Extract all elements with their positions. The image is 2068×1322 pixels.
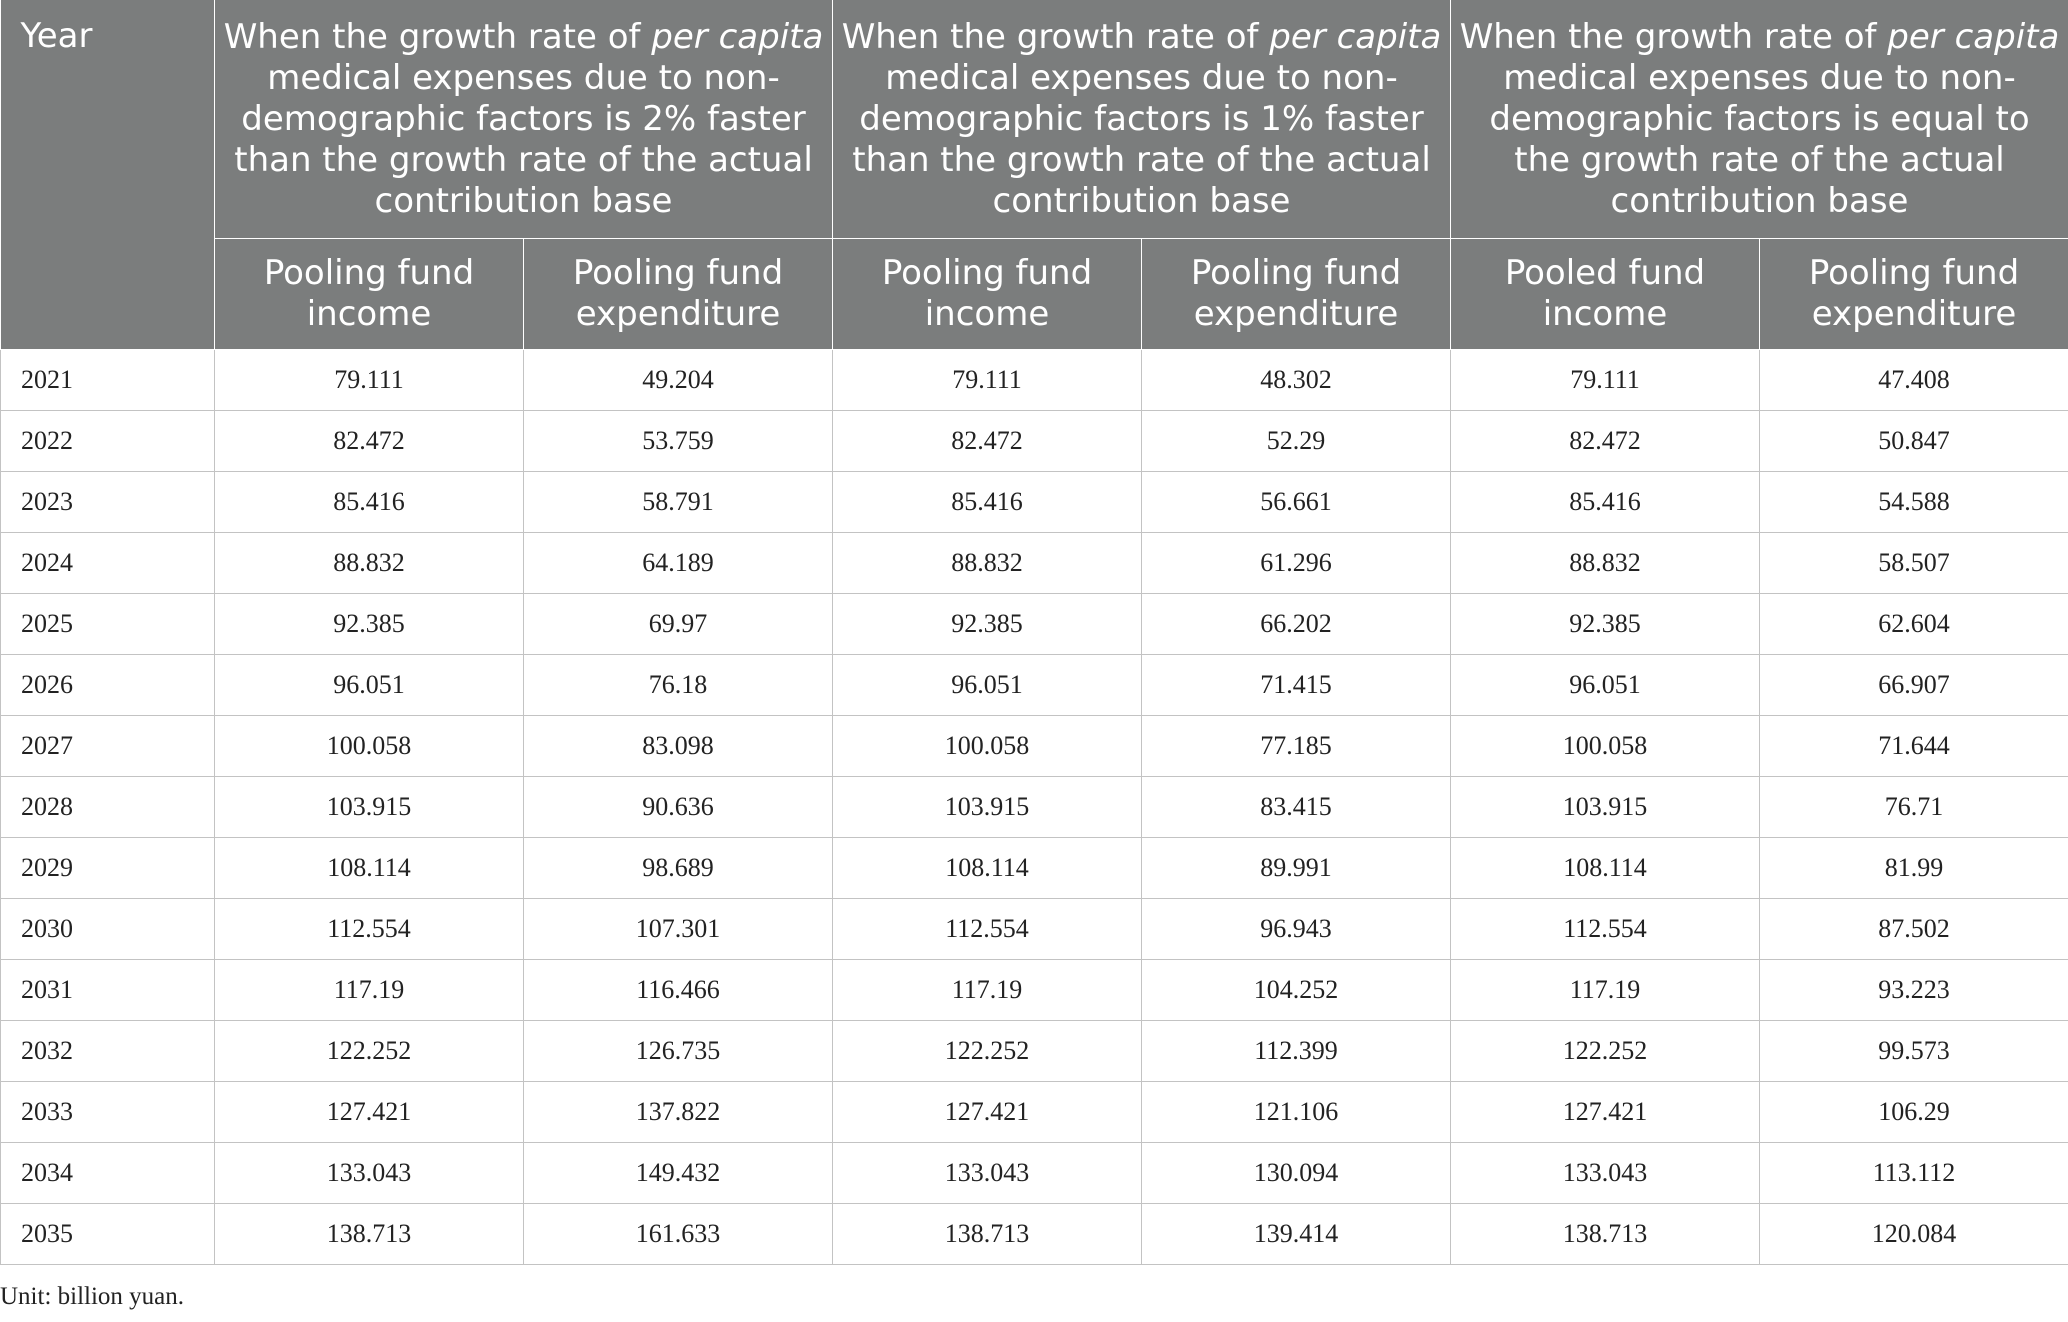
value-cell: 112.554 [215, 899, 524, 960]
value-cell: 108.114 [1451, 838, 1760, 899]
value-cell: 58.791 [524, 472, 833, 533]
value-cell: 92.385 [1451, 594, 1760, 655]
value-cell: 76.71 [1760, 777, 2068, 838]
value-cell: 66.907 [1760, 655, 2068, 716]
value-cell: 58.507 [1760, 533, 2068, 594]
value-cell: 82.472 [215, 411, 524, 472]
value-cell: 64.189 [524, 533, 833, 594]
group-header-equal [1451, 0, 2068, 239]
value-cell: 103.915 [1451, 777, 1760, 838]
value-cell: 161.633 [524, 1204, 833, 1265]
table-footnote: Unit: billion yuan. [0, 1283, 185, 1310]
year-cell: 2035 [1, 1204, 215, 1265]
value-cell: 71.415 [1142, 655, 1451, 716]
group-header-2pct [215, 0, 833, 239]
value-cell: 127.421 [215, 1082, 524, 1143]
subheader-expenditure-equal: Pooling fund expenditure [1760, 239, 2068, 350]
value-cell: 88.832 [215, 533, 524, 594]
value-cell: 88.832 [833, 533, 1142, 594]
year-cell: 2029 [1, 838, 215, 899]
value-cell: 50.847 [1760, 411, 2068, 472]
value-cell: 138.713 [215, 1204, 524, 1265]
table-row [1, 594, 2068, 655]
value-cell: 130.094 [1142, 1143, 1451, 1204]
table-row [1, 838, 2068, 899]
value-cell: 103.915 [215, 777, 524, 838]
value-cell: 85.416 [1451, 472, 1760, 533]
value-cell: 122.252 [833, 1021, 1142, 1082]
value-cell: 88.832 [1451, 533, 1760, 594]
value-cell: 83.415 [1142, 777, 1451, 838]
value-cell: 96.051 [833, 655, 1142, 716]
year-cell: 2032 [1, 1021, 215, 1082]
table-row [1, 777, 2068, 838]
year-cell: 2034 [1, 1143, 215, 1204]
value-cell: 71.644 [1760, 716, 2068, 777]
table-row [1, 411, 2068, 472]
group-header-equal-text-a: When the growth rate of [1459, 16, 1888, 57]
value-cell: 127.421 [833, 1082, 1142, 1143]
value-cell: 138.713 [833, 1204, 1142, 1265]
subheader-income-equal: Pooled fund income [1451, 239, 1760, 350]
value-cell: 122.252 [215, 1021, 524, 1082]
value-cell: 127.421 [1451, 1082, 1760, 1143]
group-header-1pct-italic: per capita [1269, 16, 1442, 57]
value-cell: 116.466 [524, 960, 833, 1021]
subheader-expenditure-2pct: Pooling fund expenditure [524, 239, 833, 350]
year-column-header: Year [1, 0, 215, 350]
table-row [1, 716, 2068, 777]
year-cell: 2030 [1, 899, 215, 960]
table-row [1, 1082, 2068, 1143]
year-cell: 2025 [1, 594, 215, 655]
value-cell: 79.111 [215, 350, 524, 411]
value-cell: 93.223 [1760, 960, 2068, 1021]
subheader-expenditure-1pct: Pooling fund expenditure [1142, 239, 1451, 350]
table-row [1, 960, 2068, 1021]
value-cell: 96.051 [1451, 655, 1760, 716]
value-cell: 122.252 [1451, 1021, 1760, 1082]
value-cell: 69.97 [524, 594, 833, 655]
table-row [1, 472, 2068, 533]
year-cell: 2028 [1, 777, 215, 838]
year-cell: 2027 [1, 716, 215, 777]
value-cell: 108.114 [833, 838, 1142, 899]
value-cell: 48.302 [1142, 350, 1451, 411]
table-row [1, 899, 2068, 960]
value-cell: 133.043 [215, 1143, 524, 1204]
value-cell: 103.915 [833, 777, 1142, 838]
value-cell: 61.296 [1142, 533, 1451, 594]
table-row [1, 1021, 2068, 1082]
value-cell: 149.432 [524, 1143, 833, 1204]
table-header [1, 0, 2068, 350]
group-header-equal-italic: per capita [1887, 16, 2060, 57]
year-cell: 2021 [1, 350, 215, 411]
value-cell: 85.416 [833, 472, 1142, 533]
table-row [1, 533, 2068, 594]
value-cell: 117.19 [833, 960, 1142, 1021]
value-cell: 133.043 [833, 1143, 1142, 1204]
value-cell: 112.399 [1142, 1021, 1451, 1082]
year-cell: 2022 [1, 411, 215, 472]
value-cell: 120.084 [1760, 1204, 2068, 1265]
value-cell: 85.416 [215, 472, 524, 533]
subheader-income-1pct: Pooling fund income [833, 239, 1142, 350]
value-cell: 76.18 [524, 655, 833, 716]
value-cell: 89.991 [1142, 838, 1451, 899]
value-cell: 113.112 [1760, 1143, 2068, 1204]
value-cell: 79.111 [1451, 350, 1760, 411]
group-header-1pct [833, 0, 1451, 239]
table-body [1, 350, 2068, 1265]
value-cell: 82.472 [833, 411, 1142, 472]
value-cell: 137.822 [524, 1082, 833, 1143]
value-cell: 126.735 [524, 1021, 833, 1082]
table-row [1, 350, 2068, 411]
value-cell: 121.106 [1142, 1082, 1451, 1143]
value-cell: 100.058 [833, 716, 1142, 777]
year-cell: 2023 [1, 472, 215, 533]
value-cell: 112.554 [833, 899, 1142, 960]
value-cell: 49.204 [524, 350, 833, 411]
group-header-2pct-italic: per capita [651, 16, 824, 57]
value-cell: 138.713 [1451, 1204, 1760, 1265]
value-cell: 90.636 [524, 777, 833, 838]
value-cell: 53.759 [524, 411, 833, 472]
year-cell: 2026 [1, 655, 215, 716]
value-cell: 83.098 [524, 716, 833, 777]
value-cell: 98.689 [524, 838, 833, 899]
table-row [1, 1143, 2068, 1204]
value-cell: 108.114 [215, 838, 524, 899]
value-cell: 99.573 [1760, 1021, 2068, 1082]
group-header-1pct-text-a: When the growth rate of [841, 16, 1270, 57]
header-row-groups [1, 0, 2068, 239]
value-cell: 81.99 [1760, 838, 2068, 899]
value-cell: 96.051 [215, 655, 524, 716]
value-cell: 79.111 [833, 350, 1142, 411]
value-cell: 117.19 [215, 960, 524, 1021]
value-cell: 133.043 [1451, 1143, 1760, 1204]
group-header-equal-text-b: medical expenses due to non-demographic factors is equal to the growth rate of the actual contribution base [1489, 57, 2030, 221]
value-cell: 96.943 [1142, 899, 1451, 960]
value-cell: 87.502 [1760, 899, 2068, 960]
value-cell: 100.058 [1451, 716, 1760, 777]
year-cell: 2031 [1, 960, 215, 1021]
value-cell: 117.19 [1451, 960, 1760, 1021]
value-cell: 106.29 [1760, 1082, 2068, 1143]
value-cell: 107.301 [524, 899, 833, 960]
value-cell: 54.588 [1760, 472, 2068, 533]
group-header-1pct-text-b: medical expenses due to non-demographic factors is 1% faster than the growth rate of the actual contribution base [852, 57, 1431, 221]
group-header-2pct-text-a: When the growth rate of [223, 16, 652, 57]
value-cell: 139.414 [1142, 1204, 1451, 1265]
year-cell: 2024 [1, 533, 215, 594]
value-cell: 100.058 [215, 716, 524, 777]
group-header-2pct-text-b: medical expenses due to non-demographic factors is 2% faster than the growth rate of the actual contribution base [234, 57, 813, 221]
value-cell: 52.29 [1142, 411, 1451, 472]
value-cell: 92.385 [833, 594, 1142, 655]
value-cell: 66.202 [1142, 594, 1451, 655]
value-cell: 112.554 [1451, 899, 1760, 960]
value-cell: 47.408 [1760, 350, 2068, 411]
subheader-income-2pct: Pooling fund income [215, 239, 524, 350]
value-cell: 62.604 [1760, 594, 2068, 655]
table-row [1, 1204, 2068, 1265]
value-cell: 92.385 [215, 594, 524, 655]
header-row-subcolumns [1, 239, 2068, 350]
value-cell: 77.185 [1142, 716, 1451, 777]
table-row [1, 655, 2068, 716]
value-cell: 82.472 [1451, 411, 1760, 472]
value-cell: 104.252 [1142, 960, 1451, 1021]
value-cell: 56.661 [1142, 472, 1451, 533]
year-cell: 2033 [1, 1082, 215, 1143]
